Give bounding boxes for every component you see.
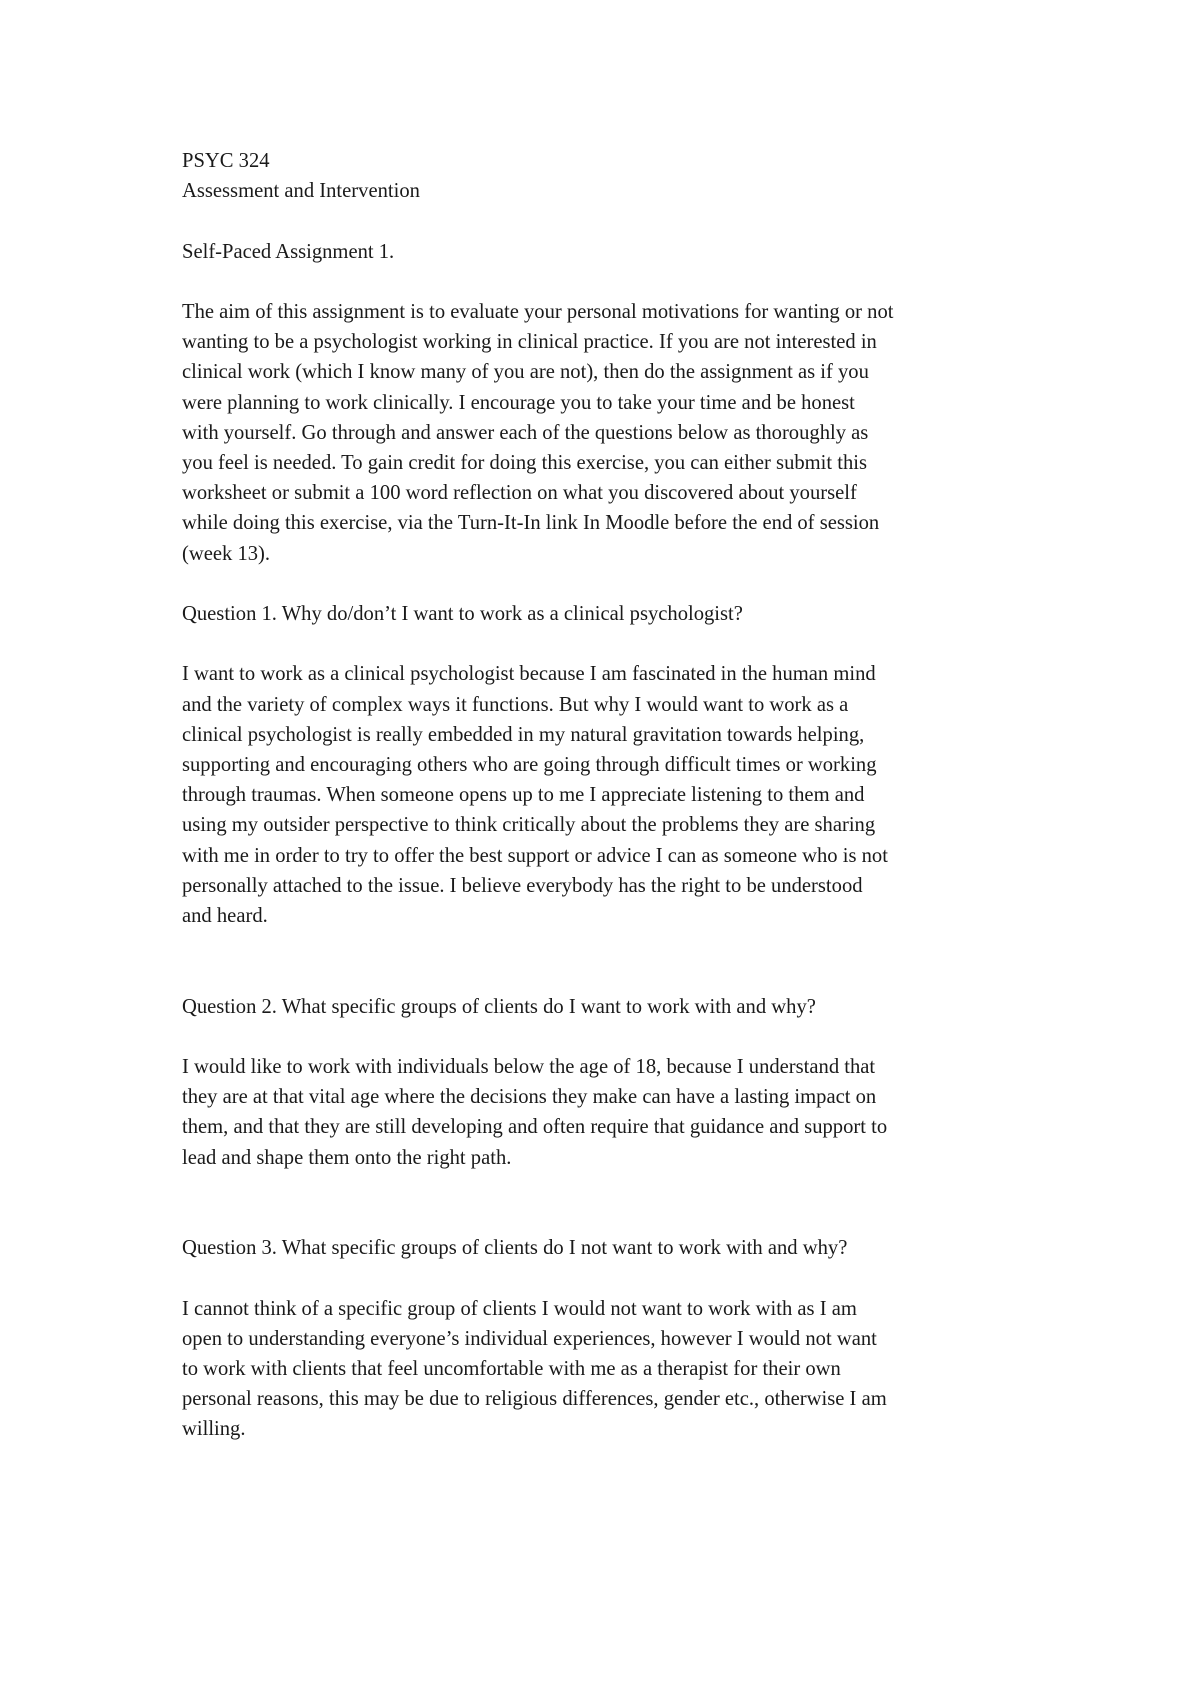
question-2-heading: Question 2. What specific groups of clients do I want to work with and why? — [182, 995, 816, 1018]
question-1-heading: Question 1. Why do/don’t I want to work as a clinical psychologist? — [182, 603, 743, 625]
document-body — [182, 146, 1022, 1445]
question-3-answer: I cannot think of a specific group of clients I would not want to work with as I am open to understanding everyone’s individual experiences, however I would not want to work with clients that feel uncomfortable with me as a therapist for their own personal reasons, this may be due to religious differences, gender etc., otherwise I am willing. — [182, 1297, 887, 1441]
course-code: PSYC 324 — [182, 150, 270, 172]
question-2-answer: I would like to work with individuals below the age of 18, because I understand that they are at that vital age where the decisions they make can have a lasting impact on them, and that they are still developing and often require that guidance and support to lead and shape them onto the right path. — [182, 1056, 888, 1169]
course-title: Assessment and Intervention — [182, 180, 420, 203]
assignment-title: Self-Paced Assignment 1. — [182, 240, 395, 263]
question-3-heading: Question 3. What specific groups of clients do I not want to work with and why? — [182, 1237, 848, 1260]
question-1-answer: I want to work as a clinical psychologist because I am fascinated in the human mind and the variety of complex ways it functions. But why I would want to work as a clinical psychologist is really embedded in my natural gravitation towards helping, supporting and encouraging others who are going through difficult times or working through traumas. When someone opens up to me I appreciate listening to them and using my outsider perspective to think critically about the problems they are sharing with me in order to try to offer the best support or advice I can as someone who is not personally attached to the issue. I believe everybody has the right to be understood and heard. — [182, 663, 888, 928]
intro-paragraph: The aim of this assignment is to evaluate your personal motivations for wanting or not wanting to be a psychologist working in clinical practice. If you are not interested in clinical work (which I know many of you are not), then do the assignment as if you were planning to work clinically. I encourage you to take your time and be honest with yourself. Go through and answer each of the questions below as thoroughly as you feel is needed. To gain credit for doing this exercise, you can either submit this worksheet or submit a 100 word reflection on what you discovered about yourself while doing this exercise, via the Turn-It-In link In Moodle before the end of session (week 13). — [182, 300, 894, 565]
